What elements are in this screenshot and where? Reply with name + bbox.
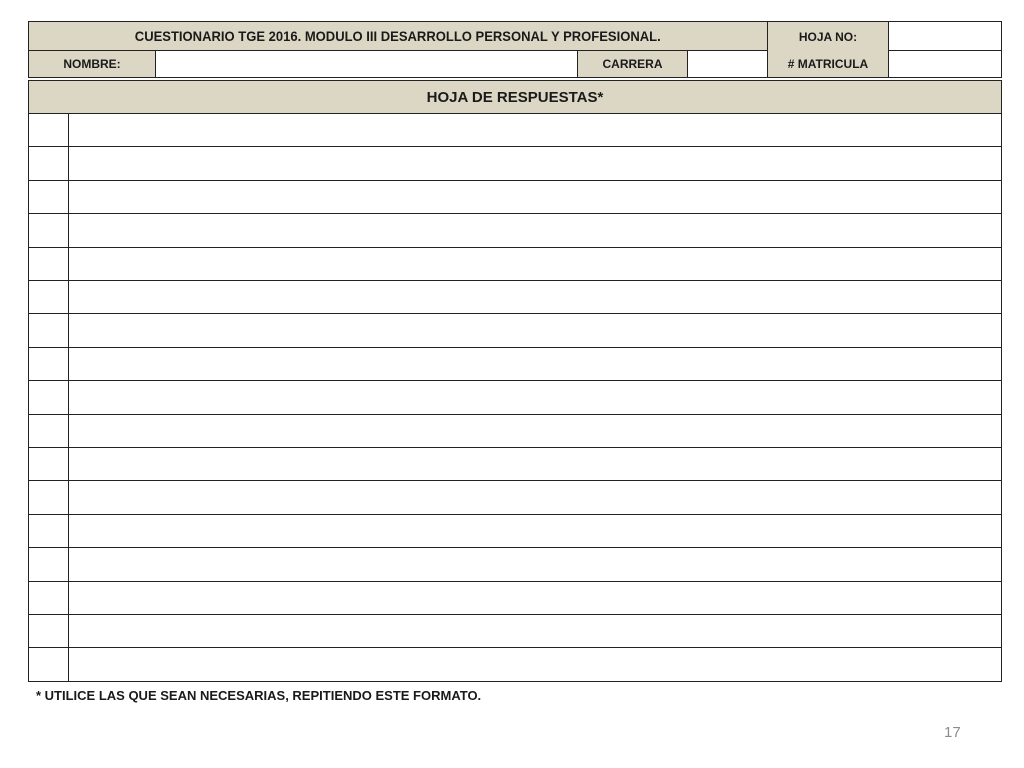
answers-heading: HOJA DE RESPUESTAS* — [28, 80, 1002, 114]
answer-row-number[interactable] — [28, 514, 70, 549]
answer-row-number[interactable] — [28, 414, 70, 449]
answer-row-number[interactable] — [28, 146, 70, 181]
answer-row-field[interactable] — [68, 447, 1002, 482]
answer-row-field[interactable] — [68, 480, 1002, 515]
hoja-label: HOJA NO: — [767, 21, 889, 51]
answer-row-number[interactable] — [28, 347, 70, 382]
nombre-label: NOMBRE: — [28, 50, 156, 78]
form-title-cell — [28, 21, 768, 51]
answer-row-field[interactable] — [68, 146, 1002, 181]
answer-row-number[interactable] — [28, 180, 70, 215]
answer-row-field[interactable] — [68, 180, 1002, 215]
answer-row-field[interactable] — [68, 380, 1002, 415]
answer-row-number[interactable] — [28, 480, 70, 515]
carrera-field[interactable] — [687, 50, 768, 78]
answer-row-field[interactable] — [68, 647, 1002, 682]
answer-row-number[interactable] — [28, 213, 70, 248]
answer-row-field[interactable] — [68, 213, 1002, 248]
nombre-field[interactable] — [155, 50, 578, 78]
answer-row-field[interactable] — [68, 581, 1002, 616]
carrera-label: CARRERA — [577, 50, 688, 78]
form-title: CUESTIONARIO TGE 2016. MODULO III DESARROLLO PERSONAL Y PROFESIONAL. — [135, 28, 661, 44]
answer-row-number[interactable] — [28, 280, 70, 315]
hoja-number-field[interactable] — [888, 21, 1002, 51]
answer-row-field[interactable] — [68, 547, 1002, 582]
answer-row-field[interactable] — [68, 113, 1002, 148]
answer-row-number[interactable] — [28, 581, 70, 616]
matricula-field[interactable] — [888, 50, 1002, 78]
answer-row-field[interactable] — [68, 414, 1002, 449]
answer-row-number[interactable] — [28, 313, 70, 348]
answer-row-number[interactable] — [28, 447, 70, 482]
answer-row-number[interactable] — [28, 614, 70, 649]
matricula-label: # MATRICULA — [767, 50, 889, 78]
answer-row-field[interactable] — [68, 247, 1002, 282]
answer-row-field[interactable] — [68, 347, 1002, 382]
answer-row-field[interactable] — [68, 280, 1002, 315]
answer-row-number[interactable] — [28, 647, 70, 682]
answer-row-number[interactable] — [28, 380, 70, 415]
answer-row-number[interactable] — [28, 113, 70, 148]
answer-row-field[interactable] — [68, 313, 1002, 348]
answer-row-field[interactable] — [68, 514, 1002, 549]
page-number: 17 — [944, 724, 961, 741]
answer-row-number[interactable] — [28, 547, 70, 582]
answer-row-field[interactable] — [68, 614, 1002, 649]
answer-row-number[interactable] — [28, 247, 70, 282]
footnote: * UTILICE LAS QUE SEAN NECESARIAS, REPITIENDO ESTE FORMATO. — [36, 688, 482, 703]
